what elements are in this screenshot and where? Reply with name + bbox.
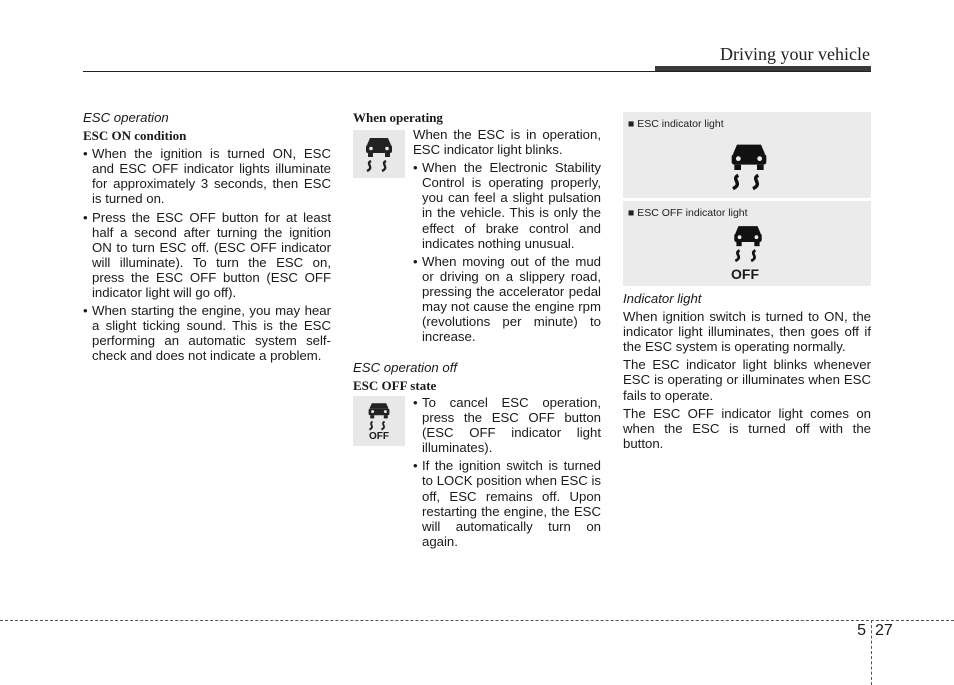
paragraph: When ignition switch is turned to ON, the indicator light illuminates, then goes off if the ESC system is operating normally.	[623, 309, 871, 355]
footer-rule	[0, 620, 954, 621]
esc-off-body	[413, 395, 601, 552]
when-operating-bullets	[413, 160, 601, 344]
esc-off-icon	[364, 400, 394, 432]
esc-off-state-heading: ESC OFF state	[353, 378, 437, 393]
list-item: • When the ignition is turned ON, ESC and ESC OFF indicator lights illuminate for approximately 3 seconds, then ESC is turned on.	[83, 146, 331, 206]
section-title: Driving your vehicle	[720, 44, 870, 64]
esc-car-skid-icon	[361, 134, 397, 174]
when-operating-intro: When the ESC is in operation, ESC indicator light blinks.	[413, 127, 601, 158]
esc-off-indicator-panel	[623, 201, 871, 286]
esc-car-skid-icon	[725, 138, 773, 194]
esc-operation-heading: ESC operation	[83, 110, 169, 125]
paragraph: The ESC indicator light blinks whenever ESC is operating or illuminates when ESC fails to operate.	[623, 357, 871, 403]
list-item: • To cancel ESC operation, press the ESC OFF button (ESC OFF indicator light illuminates).	[413, 395, 601, 455]
list-item: • When moving out of the mud or driving on a slippery road, pressing the accelerator pedal may not cause the engine rpm (revolutions per minute) to increase.	[413, 254, 601, 345]
panel-caption: ■ ESC indicator light	[628, 118, 724, 130]
esc-off-icon	[729, 221, 767, 265]
footer-divider	[871, 620, 872, 685]
esc-on-condition-heading: ESC ON condition	[83, 128, 187, 144]
chapter-number: 5	[857, 622, 866, 639]
left-column	[83, 110, 331, 367]
paragraph: The ESC OFF indicator light comes on when the ESC is turned off with the button.	[623, 405, 871, 451]
page-number: 27	[875, 622, 893, 639]
header-rule	[83, 71, 871, 72]
list-item: • When the Electronic Stability Control is operating properly, you can feel a slight pulsation in the vehicle. This is only the effect of brake control and indicates nothing unusual.	[413, 160, 601, 251]
off-label: OFF	[369, 431, 389, 442]
esc-indicator-panel	[623, 112, 871, 198]
when-operating-body	[413, 127, 601, 347]
off-label: OFF	[731, 266, 759, 282]
list-item: • If the ignition switch is turned to LOCK position when ESC is off, ESC remains off. Upon restarting the engine, the ESC will automatically turn on again.	[413, 458, 601, 549]
esc-operation-off-heading: ESC operation off	[353, 360, 458, 375]
right-column-text	[623, 291, 871, 454]
list-item: • When starting the engine, you may hear a slight ticking sound. This is the ESC performing an automatic system self-check and does not indicate a problem.	[83, 303, 331, 363]
panel-caption: ■ ESC OFF indicator light	[628, 207, 748, 219]
esc-on-bullets	[83, 146, 331, 363]
header-accent-bar	[655, 66, 871, 71]
indicator-light-heading: Indicator light	[623, 291, 702, 306]
list-item: • Press the ESC OFF button for at least half a second after turning the ignition ON to turn ESC off. (ESC OFF indicator will illuminate). To turn the ESC on, press the ESC OFF button (ESC OFF indicator light will go off).	[83, 210, 331, 301]
when-operating-heading: When operating	[353, 110, 443, 125]
esc-off-thumbnail	[353, 396, 405, 446]
esc-indicator-thumbnail	[353, 130, 405, 178]
esc-off-bullets	[413, 395, 601, 549]
